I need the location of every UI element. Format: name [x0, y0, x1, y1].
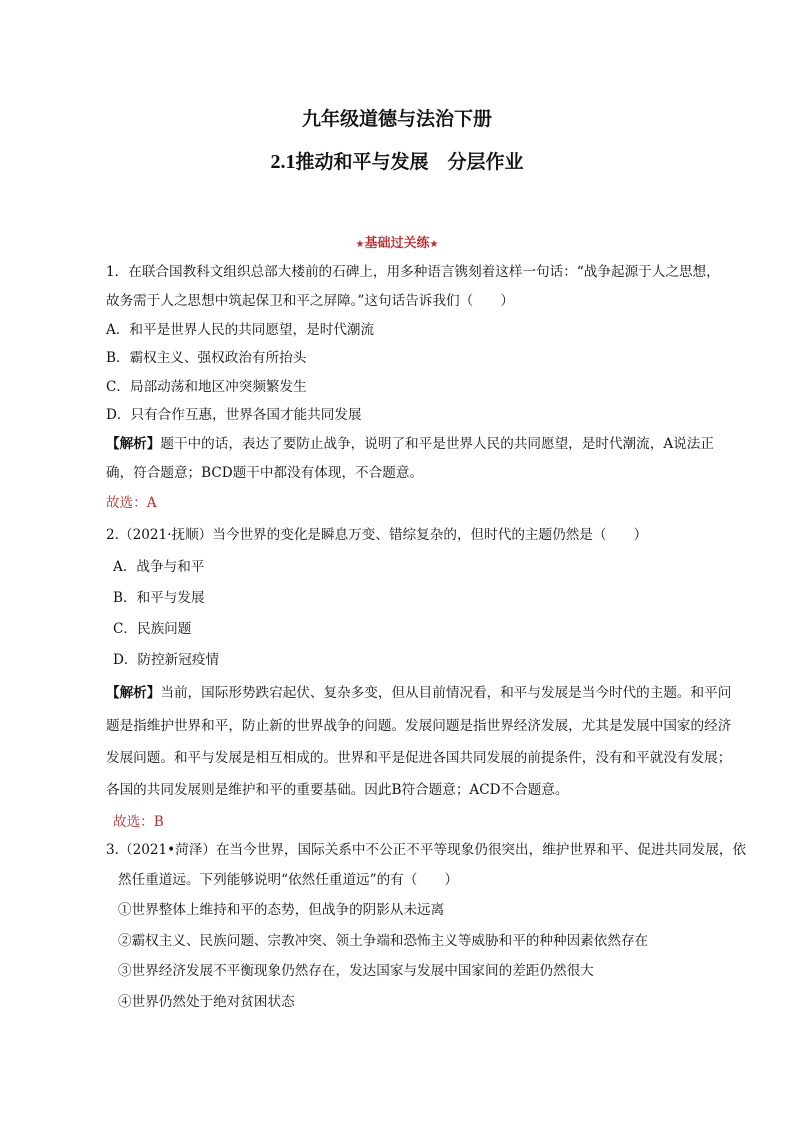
q1-stem-line1: 1．在联合国教科文组织总部大楼前的石碑上，用多种语言镌刻着这样一句话：“战争起源于人之思想，: [106, 264, 720, 280]
lesson-number: 2.1: [270, 151, 296, 173]
star-icon: ★: [429, 239, 439, 250]
section-heading: [0, 232, 794, 251]
star-icon: ★: [355, 239, 365, 250]
q1-option-a: A．和平是世界人民的共同愿望，是时代潮流: [106, 322, 375, 338]
q1-option-b: B．霸权主义、强权政治有所抬头: [106, 350, 307, 366]
q2-option-b: B．和平与发展: [113, 590, 205, 606]
analysis-tag: 【解析】: [106, 436, 161, 452]
q2-analysis-line3: 发展问题。和平与发展是相互相成的。世界和平是促进各国共同发展的前提条件，没有和平就没有发展；: [106, 750, 732, 766]
document-subtitle: [0, 147, 794, 174]
q3-item-3: ③世界经济发展不平衡现象仍然存在，发达国家与发展中国家间的差距仍然很大: [118, 963, 594, 979]
analysis-text: 题干中的话，表达了要防止战争，说明了和平是世界人民的共同愿望，是时代潮流，A说法正: [160, 436, 714, 452]
q1-stem-line2: 故务需于人之思想中筑起保卫和平之屏障。”这句话告诉我们（ ）: [106, 293, 514, 309]
q2-option-c: C．民族问题: [113, 621, 192, 637]
q3-stem-line1: 3.（2021•菏泽）在当今世界，国际关系中不公正不平等现象仍很突出，维护世界和平、促进共同发展，依: [106, 842, 747, 858]
q1-analysis-line2: 确，符合题意；BCD题干中都没有体现，不合题意。: [106, 465, 424, 481]
lesson-title: 推动和平与发展 分层作业: [295, 151, 524, 173]
q2-option-d: D．防控新冠疫情: [113, 652, 220, 668]
q2-analysis-line1: [106, 683, 731, 703]
q3-stem-line2: 然任重道远。下列能够说明“依然任重道远”的有（ ）: [118, 872, 459, 888]
q2-analysis-line2: 题是指维护世界和平，防止新的世界战争的问题。发展问题是指世界经济发展，尤其是发展中国家的经济: [106, 718, 732, 734]
q1-answer: 故选：A: [106, 495, 157, 511]
q2-option-a: A．战争与和平: [113, 559, 205, 575]
q2-stem: 2.（2021·抚顺）当今世界的变化是瞬息万变、错综复杂的，但时代的主题仍然是（ ）: [106, 527, 648, 543]
document-title: 九年级道德与法治下册: [301, 108, 492, 130]
q1-option-d: D．只有合作互惠，世界各国才能共同发展: [106, 407, 362, 423]
q1-option-c: C．局部动荡和地区冲突频繁发生: [106, 379, 307, 395]
q2-analysis-line4: 各国的共同发展则是维护和平的重要基础。因此B符合题意；ACD不合题意。: [106, 782, 569, 798]
q3-item-4: ④世界仍然处于绝对贫困状态: [118, 994, 295, 1010]
q2-answer: 故选：B: [113, 814, 164, 830]
analysis-text: 当前，国际形势跌宕起伏、复杂多变，但从目前情况看，和平与发展是当今时代的主题。和平问: [160, 685, 732, 701]
q3-item-1: ①世界整体上维持和平的态势，但战争的阴影从未远离: [118, 902, 445, 918]
section-label: 基础过关练: [364, 236, 430, 251]
analysis-tag: 【解析】: [106, 685, 161, 701]
q1-analysis-line1: [106, 434, 714, 454]
q3-item-2: ②霸权主义、民族问题、宗教冲突、领土争端和恐怖主义等威胁和平的种种因素依然存在: [118, 933, 649, 949]
